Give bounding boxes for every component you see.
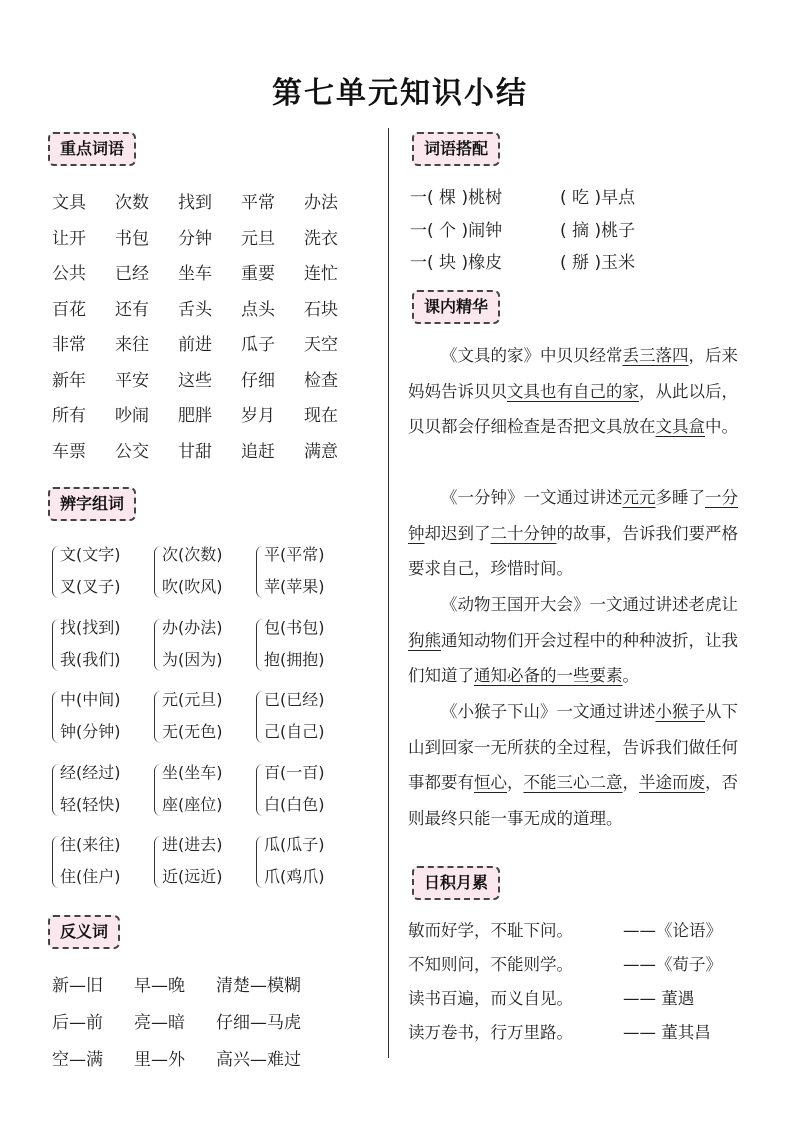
antonym: 里—外: [134, 1050, 185, 1070]
char-pairs-grid: [52, 540, 358, 903]
brace: [52, 619, 59, 671]
word: 非常: [52, 335, 86, 355]
key-words-grid: [52, 188, 367, 472]
section-tag-collocation: 词语搭配: [412, 132, 500, 166]
column-divider: [388, 128, 389, 1058]
char-pair: [154, 758, 256, 822]
brace: [256, 546, 263, 598]
word: 仔细: [241, 370, 275, 391]
collocation: 一( 块 )橡皮: [410, 253, 503, 273]
char-pair: [256, 830, 358, 894]
word-row: [52, 259, 367, 295]
pair-item: 我(我们): [60, 649, 121, 669]
word: 岁月: [241, 406, 275, 426]
word: 洗衣: [304, 228, 338, 249]
antonym: 高兴—难过: [216, 1050, 301, 1070]
pair-item: 瓜(瓜子): [264, 835, 325, 854]
char-pair: [256, 540, 358, 604]
char-pair: [52, 685, 154, 749]
text-span: 通知动物们开会过程中的种种波折，让我们知道了: [408, 630, 738, 685]
brace: [256, 691, 263, 743]
pair-item: 文(文字): [60, 545, 121, 564]
word: 石块: [304, 299, 338, 320]
text-span: 。: [622, 666, 639, 685]
char-pair: [154, 540, 256, 604]
pair-item: 抱(拥抱): [264, 649, 325, 669]
quote-row: [408, 917, 722, 951]
antonym-row: [52, 1045, 336, 1082]
antonym: 空—满: [52, 1050, 103, 1070]
brace: [154, 764, 161, 816]
pair-item: 轻(轻快): [60, 794, 121, 814]
key-phrase: 小猴子: [655, 702, 705, 721]
collocation-row: [410, 183, 635, 216]
quotes-list: [408, 917, 722, 1053]
collocation-list: [410, 183, 635, 281]
section-tag-antonyms: 反义词: [48, 915, 120, 949]
pair-item: 吹(吹风): [162, 577, 223, 596]
key-phrase: 二十分钟: [490, 523, 557, 543]
word: 公交: [115, 441, 149, 462]
word: 这些: [178, 370, 212, 391]
char-pair: [154, 685, 256, 749]
word: 办法: [304, 193, 338, 213]
word: 还有: [115, 299, 149, 320]
text-span: 《一分钟》一文通过讲述: [441, 488, 623, 507]
collocation-row: [410, 248, 635, 281]
key-phrase: 元元: [622, 488, 656, 507]
collocation: ( 掰 )玉米: [560, 253, 636, 273]
text-span: ，: [507, 773, 524, 792]
pair-row: [52, 830, 358, 903]
antonym: 清楚—模糊: [216, 976, 301, 996]
collocation: 一( 个 )闹钟: [410, 220, 503, 241]
brace: [52, 691, 59, 743]
word: 前进: [178, 335, 212, 355]
section-tag-highlights: 课内精华: [412, 290, 500, 324]
word: 公共: [52, 264, 86, 284]
word: 分钟: [178, 228, 212, 249]
quote: 敏而好学，不耻下问。: [408, 921, 573, 940]
quote-source: ——《论语》: [623, 921, 722, 940]
key-phrase: 一分钟: [408, 488, 738, 543]
pair-row: [52, 685, 358, 758]
pair-item: 中(中间): [60, 690, 121, 709]
text-span: ，从此以后，贝贝都会仔细检查是否把文具放在: [408, 381, 738, 436]
char-pair: [52, 830, 154, 894]
pair-item: 百(一百): [264, 762, 325, 782]
pair-item: 办(办法): [162, 617, 223, 637]
word-row: [52, 224, 367, 260]
word: 追赶: [241, 441, 275, 462]
antonym: 新—旧: [52, 976, 103, 996]
pair-item: 次(次数): [162, 545, 223, 564]
key-phrase: 恒心: [474, 773, 507, 792]
word: 文具: [52, 193, 86, 213]
text-span: 的故事，告诉我们要严格要求自己，珍惜时间。: [408, 523, 738, 578]
pair-item: 坐(坐车): [162, 762, 223, 782]
highlight-paragraph: [408, 338, 738, 445]
char-pair: [256, 685, 358, 749]
key-phrase: 丢三落四: [622, 346, 689, 365]
key-phrase: 文具也有自己的家: [507, 381, 639, 401]
text-span: 《小猴子下山》一文通过讲述: [441, 702, 656, 721]
pair-item: 往(来往): [60, 835, 121, 854]
quote-row: [408, 1019, 722, 1053]
pair-row: [52, 613, 358, 686]
brace: [154, 836, 161, 888]
word: 让开: [52, 228, 86, 249]
word: 元旦: [241, 228, 275, 249]
key-phrase: 通知必备的一些要素: [474, 666, 623, 685]
word: 找到: [178, 193, 212, 213]
page-title: 第七单元知识小结: [272, 76, 528, 111]
key-phrase: 半途而废: [639, 773, 705, 792]
antonym: 仔细—马虎: [216, 1013, 301, 1033]
word: 连忙: [304, 264, 338, 284]
text-span: 《动物王国开大会》一文通过讲述老虎让: [441, 595, 738, 614]
key-phrase: 不能三心二意: [523, 773, 623, 792]
pair-item: 叉(叉子): [60, 577, 121, 596]
brace: [52, 546, 59, 598]
char-pair: [52, 758, 154, 822]
char-pair: [256, 758, 358, 822]
pair-item: 钟(分钟): [60, 722, 121, 741]
word: 书包: [115, 228, 149, 249]
word: 车票: [52, 441, 86, 462]
word-row: [52, 330, 367, 366]
quote-row: [408, 985, 722, 1019]
quote-row: [408, 951, 722, 985]
quote-source: —— 董遇: [623, 989, 695, 1008]
word-row: [52, 295, 367, 331]
char-pair: [154, 613, 256, 677]
collocation: ( 吃 )早点: [560, 188, 636, 208]
pair-item: 找(找到): [60, 617, 121, 637]
collocation-row: [410, 216, 635, 249]
section-tag-key-words: 重点词语: [48, 132, 136, 166]
char-pair: [52, 540, 154, 604]
pair-item: 已(已经): [264, 690, 325, 709]
pair-item: 苹(苹果): [264, 577, 325, 596]
word: 重要: [241, 264, 275, 284]
text-span: 《文具的家》中贝贝经常: [441, 346, 623, 365]
antonym: 亮—暗: [134, 1013, 185, 1033]
quote: 读书百遍，而义自见。: [408, 989, 573, 1008]
section-tag-accumulation: 日积月累: [412, 866, 500, 900]
text-span: 多睡了: [655, 488, 705, 507]
brace: [256, 836, 263, 888]
word-row: [52, 366, 367, 402]
pair-item: 住(住户): [60, 867, 121, 886]
pair-row: [52, 540, 358, 613]
section-tag-distinguish: 辨字组词: [48, 487, 136, 521]
pair-item: 经(经过): [60, 762, 121, 782]
key-phrase: 文具盒: [655, 417, 705, 436]
antonym-row: [52, 971, 336, 1008]
brace: [256, 619, 263, 671]
word-row: [52, 188, 367, 224]
pair-row: [52, 758, 358, 831]
pair-item: 白(白色): [264, 794, 325, 814]
word: 天空: [304, 335, 338, 355]
brace: [154, 619, 161, 671]
text-span: ，否则最终只能一事无成的道理。: [408, 773, 738, 828]
word: 点头: [241, 299, 275, 320]
word: 百花: [52, 299, 86, 320]
word: 平安: [115, 370, 149, 391]
word: 检查: [304, 370, 338, 391]
word: 舌头: [178, 299, 212, 320]
word: 来往: [115, 335, 149, 355]
word: 平常: [241, 193, 275, 213]
antonym: 早—晚: [134, 976, 185, 996]
word: 新年: [52, 370, 86, 391]
word: 甘甜: [178, 441, 212, 462]
char-pair: [256, 613, 358, 677]
word: 已经: [115, 264, 149, 284]
word: 现在: [304, 406, 338, 426]
word: 满意: [304, 441, 338, 462]
word: 瓜子: [241, 335, 275, 355]
pair-item: 己(自己): [264, 722, 325, 741]
quote: 读万卷书，行万里路。: [408, 1023, 573, 1042]
collocation: ( 摘 )桃子: [560, 220, 636, 241]
word: 吵闹: [115, 406, 149, 426]
text-span: 从下山到回家一无所获的全过程，告诉我们做任何事都要有: [408, 702, 738, 792]
pair-item: 进(进去): [162, 835, 223, 854]
word-row: [52, 401, 367, 437]
pair-item: 为(因为): [162, 649, 223, 669]
antonym: 后—前: [52, 1013, 103, 1033]
pair-item: 座(座位): [162, 794, 223, 814]
text-span: ，: [622, 773, 639, 792]
brace: [154, 546, 161, 598]
highlight-paragraph: [408, 587, 738, 694]
pair-item: 包(书包): [264, 617, 325, 637]
pair-item: 近(远近): [162, 867, 223, 886]
collocation: 一( 棵 )桃树: [410, 188, 503, 208]
highlight-paragraph: [408, 480, 738, 587]
word-row: [52, 437, 367, 473]
brace: [154, 691, 161, 743]
pair-item: 爪(鸡爪): [264, 867, 325, 886]
pair-item: 平(平常): [264, 545, 325, 564]
text-span: ，后来妈妈告诉贝贝: [408, 346, 738, 401]
char-pair: [154, 830, 256, 894]
antonym-row: [52, 1008, 336, 1045]
word: 肥胖: [178, 406, 212, 426]
brace: [52, 764, 59, 816]
antonyms-list: [52, 971, 336, 1082]
quote-source: ——《荀子》: [623, 955, 722, 974]
brace: [52, 836, 59, 888]
pair-item: 元(元旦): [162, 690, 223, 709]
text-span: 中。: [705, 417, 738, 436]
word: 坐车: [178, 264, 212, 284]
quote-source: —— 董其昌: [623, 1023, 711, 1042]
brace: [256, 764, 263, 816]
highlight-paragraph: [408, 694, 738, 836]
word: 次数: [115, 193, 149, 213]
pair-item: 无(无色): [162, 722, 223, 741]
text-span: 却迟到了: [424, 523, 491, 543]
key-phrase: 狗熊: [408, 630, 441, 650]
quote: 不知则问，不能则学。: [408, 955, 573, 974]
word: 所有: [52, 406, 86, 426]
char-pair: [52, 613, 154, 677]
